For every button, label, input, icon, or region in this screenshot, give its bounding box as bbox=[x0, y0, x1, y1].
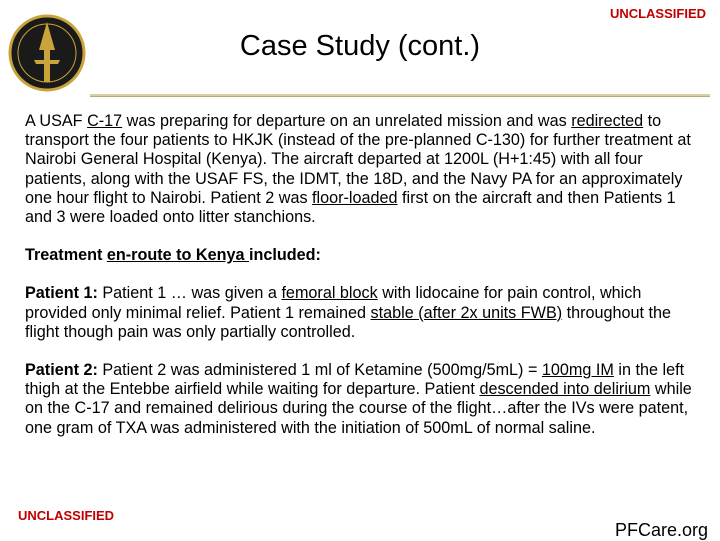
stable-term: stable (after 2x units FWB) bbox=[370, 303, 563, 322]
patient-2-paragraph: Patient 2: Patient 2 was administered 1 ml of Ketamine (500mg/5mL) = 100mg IM in the left thigh at the Entebbe airfield while waiting for departure. Patient descended into delirium while on the C-17 and remained delirious during the course of the flight…after the IVs were patent, one gram of TXA was administered with the initiation of 500mL of normal saline. bbox=[25, 361, 692, 437]
classification-banner-top: UNCLASSIFIED bbox=[609, 6, 706, 21]
c17-term: C-17 bbox=[87, 112, 123, 130]
floor-loaded-term: floor-loaded bbox=[312, 188, 398, 207]
patient-1-paragraph: Patient 1: Patient 1 … was given a femoral block with lidocaine for pain control, which provided only minimal relief. Patient 1 remained stable (after 2x units FWB) throughout the flight though pain was only partially controlled. bbox=[25, 284, 672, 341]
femoral-block-term: femoral block bbox=[281, 284, 378, 303]
treatment-heading: Treatment en-route to Kenya included: bbox=[25, 246, 321, 265]
page-title: Case Study (cont.) bbox=[239, 30, 481, 62]
redirected-term: redirected bbox=[571, 112, 644, 130]
classification-banner-bottom: UNCLASSIFIED bbox=[18, 508, 115, 523]
title-divider bbox=[90, 92, 710, 98]
intro-paragraph: A USAF C-17 was preparing for departure on an unrelated mission and was redirected to transport the four patients to HKJK (instead of the pre-planned C-130) for further treatment at Nairobi General Hospital (Kenya). The aircraft departed at 1200L (H+1:45) with all four patients, along with the USAF FS, the IDMT, the 18D, and the Navy PA for an approximately one hour flight to Nairobi. Patient 2 was floor-loaded first on the aircraft and then Patients 1 and 3 were loaded onto litter stanchions. bbox=[25, 112, 691, 227]
footer-brand: PFCare.org bbox=[614, 520, 708, 540]
case-study-body bbox=[25, 112, 695, 438]
patient-1-label: Patient 1: bbox=[25, 284, 98, 303]
delirium-term: descended into delirium bbox=[479, 380, 651, 399]
patient-2-label: Patient 2: bbox=[25, 361, 98, 380]
ketamine-dose-term: 100mg IM bbox=[541, 361, 614, 380]
